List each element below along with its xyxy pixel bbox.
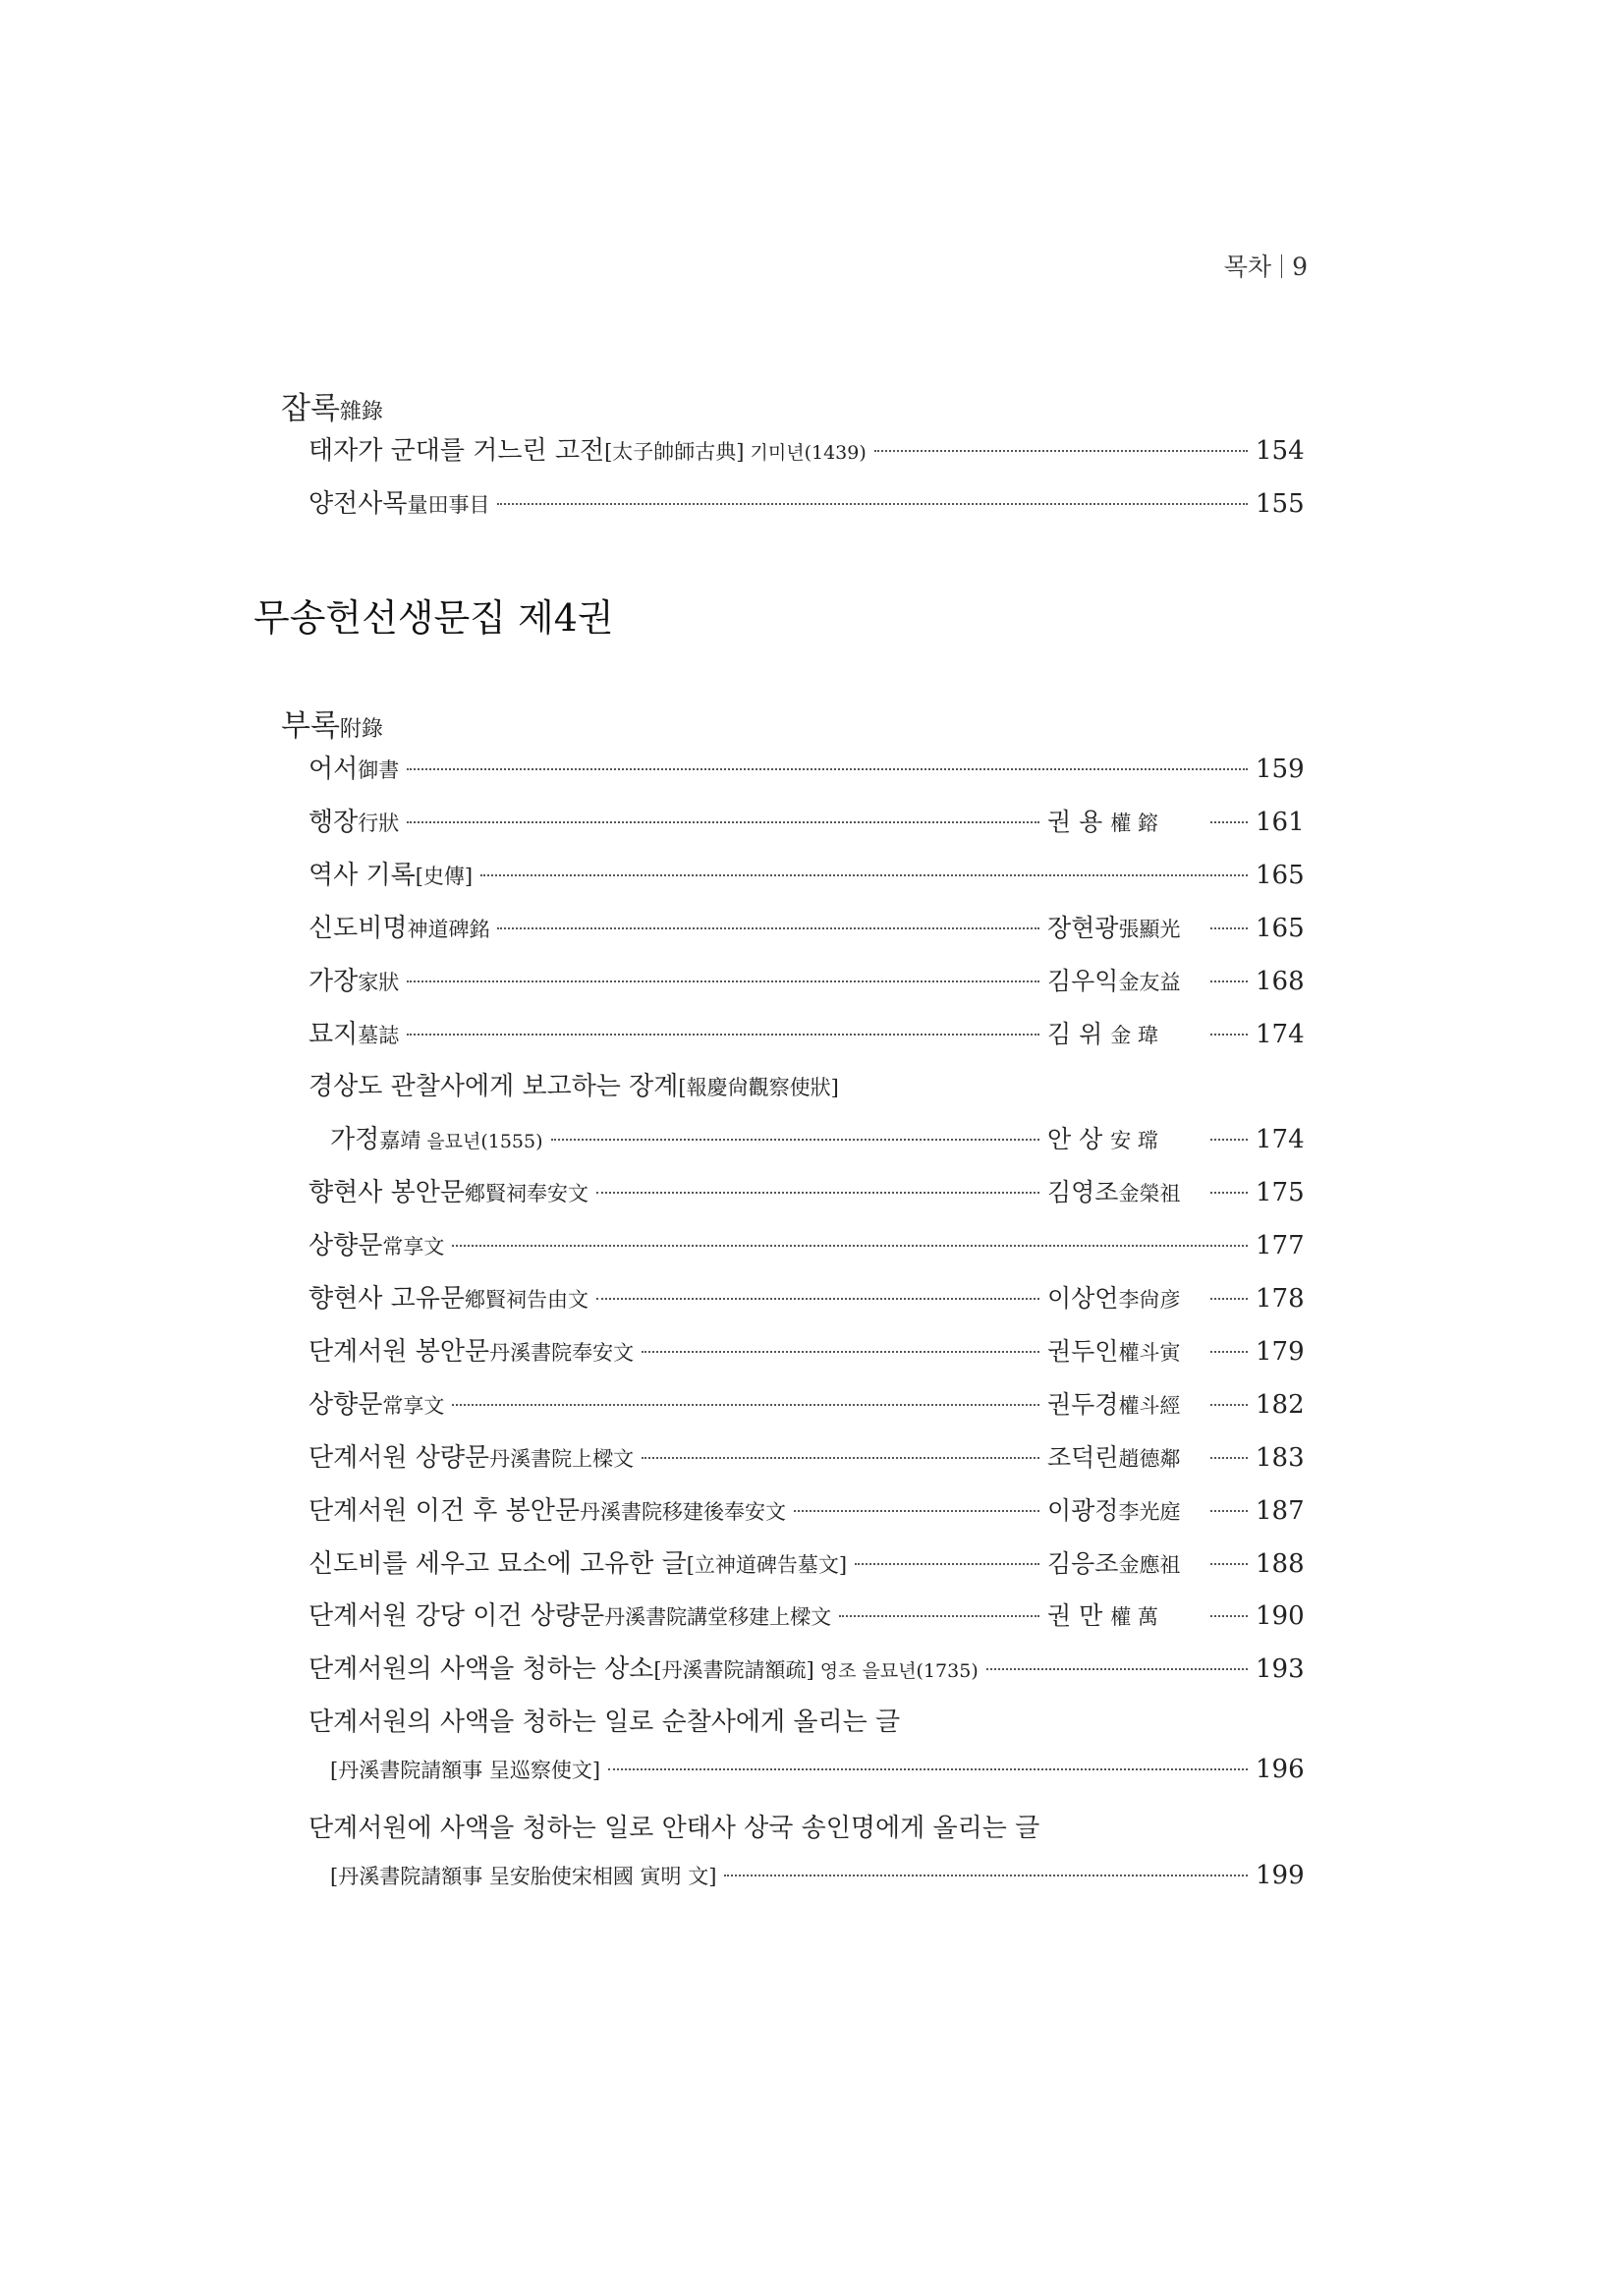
toc-entry	[308, 1543, 1303, 1583]
toc-entry	[308, 1384, 1303, 1424]
toc-entry-author-hanja: 李光庭	[1118, 1499, 1181, 1524]
toc-entry-author	[1047, 803, 1206, 838]
dot-leader	[1210, 1298, 1248, 1300]
toc-entry-author	[1047, 1279, 1206, 1315]
toc-entry-page: 193	[1256, 1654, 1305, 1685]
toc-entry-title-korean: 가정	[330, 1125, 380, 1155]
dot-leader	[794, 1510, 1039, 1512]
dot-leader	[1210, 1563, 1248, 1565]
toc-entry-author	[1047, 909, 1206, 944]
dot-leader	[1210, 1404, 1248, 1406]
toc-entry-title	[308, 1278, 588, 1315]
toc-entry-author-hanja: 權 鎔	[1110, 811, 1158, 835]
dot-leader	[1210, 1351, 1248, 1353]
toc-entry-author	[1047, 962, 1206, 997]
toc-entry-title-hanja: 量田事目	[407, 493, 490, 517]
dot-leader	[724, 1875, 1248, 1876]
section-heading-burok	[281, 700, 383, 745]
toc-entry-author	[1047, 1544, 1206, 1580]
toc-entry-title-korean: 행장	[308, 807, 359, 837]
toc-entry-title-korean: 묘지	[308, 1019, 359, 1049]
toc-entry-title	[308, 1808, 1039, 1844]
toc-entry-title-hanja: 行狀	[358, 811, 400, 835]
toc-entry	[330, 1755, 1303, 1794]
toc-entry	[308, 483, 1303, 523]
toc-entry-title	[308, 430, 867, 467]
toc-entry-title	[308, 1172, 588, 1208]
toc-entry-author-korean: 장현광	[1047, 913, 1119, 942]
toc-entry-page: 165	[1256, 860, 1305, 890]
toc-entry-page: 190	[1256, 1601, 1305, 1632]
toc-entry-title-korean: 상향문	[308, 1231, 383, 1261]
toc-entry-title-korean: 향현사 고유문	[308, 1284, 465, 1314]
running-head	[1224, 248, 1308, 283]
toc-entry-title	[308, 802, 399, 838]
toc-entry-title-korean: 단계서원 이건 후 봉안문	[308, 1495, 580, 1526]
toc-entry	[308, 1278, 1303, 1317]
toc-entry-page: 182	[1256, 1389, 1305, 1420]
toc-entry-title-hanja: 常享文	[382, 1235, 445, 1260]
dot-leader	[452, 1245, 1248, 1247]
toc-entry	[308, 908, 1303, 947]
toc-entry-title-hanja: 御書	[358, 758, 400, 782]
toc-entry-title-korean: 향현사 봉안문	[308, 1178, 465, 1208]
toc-entry-page: 174	[1256, 1019, 1305, 1049]
toc-entry-title	[308, 1225, 444, 1261]
toc-entry	[308, 1808, 1303, 1847]
toc-entry-title	[308, 1649, 979, 1685]
dot-leader	[1210, 821, 1248, 823]
toc-entry-title-korean: 경상도 관찰사에게 보고하는 장계	[308, 1072, 679, 1102]
toc-entry	[308, 855, 1303, 894]
section-heading-japrok	[281, 383, 383, 427]
toc-entry-page: 187	[1256, 1495, 1305, 1526]
toc-entry-title-hanja: 丹溪書院奉安文	[489, 1340, 635, 1365]
toc-entry-author-korean: 권 만	[1047, 1601, 1111, 1631]
dot-leader	[452, 1404, 1039, 1406]
page-number: 9	[1292, 252, 1308, 281]
toc-entry-title-hanja: [丹溪書院請額疏]	[653, 1658, 814, 1683]
toc-entry	[308, 961, 1303, 1000]
toc-entry-author	[1047, 1173, 1206, 1208]
dot-leader	[1210, 1510, 1248, 1512]
toc-entry-author	[1047, 1438, 1206, 1474]
toc-entry-title-hanja: 丹溪書院上樑文	[489, 1446, 635, 1471]
toc-entry-title	[308, 1014, 399, 1050]
toc-entry-title	[308, 1437, 634, 1474]
toc-entry-page: 174	[1256, 1125, 1305, 1155]
dot-leader	[1210, 927, 1248, 929]
toc-entry-title	[308, 1702, 900, 1738]
toc-entry-page: 199	[1256, 1860, 1305, 1890]
dot-leader	[642, 1351, 1039, 1353]
toc-entry-title-hanja: [丹溪書院請額事 呈安胎使宋相國 寅明 文]	[330, 1864, 717, 1888]
toc-entry-title	[308, 1490, 786, 1527]
toc-entry-title-hanja: [丹溪書院請額事 呈巡察使文]	[330, 1759, 601, 1783]
toc-entry-author-hanja: 安 瑺	[1110, 1129, 1158, 1153]
toc-entry-page: 188	[1256, 1548, 1305, 1579]
dot-leader	[407, 768, 1248, 770]
toc-entry	[308, 1702, 1303, 1741]
dot-leader	[407, 1034, 1039, 1036]
toc-entry	[330, 1119, 1303, 1158]
dot-leader	[855, 1563, 1039, 1565]
toc-entry-title	[308, 749, 399, 785]
running-head-divider	[1281, 254, 1282, 278]
dot-leader	[1210, 1457, 1248, 1459]
toc-entry-title-hanja: 丹溪書院講堂移建上樑文	[604, 1605, 832, 1630]
toc-entry-page: 177	[1256, 1231, 1305, 1261]
toc-entry-author-korean: 권두인	[1047, 1336, 1119, 1366]
toc-entry-page: 161	[1256, 807, 1305, 837]
dot-leader	[1210, 1615, 1248, 1617]
toc-entry	[308, 1331, 1303, 1371]
toc-entry-title-korean: 단계서원의 사액을 청하는 일로 순찰사에게 올리는 글	[308, 1708, 901, 1738]
toc-entry-page: 183	[1256, 1442, 1305, 1473]
toc-entry-author-korean: 김응조	[1047, 1548, 1119, 1578]
toc-entry-page: 155	[1256, 489, 1305, 519]
toc-entry-author	[1047, 1385, 1206, 1421]
toc-entry-title-hanja: 墓誌	[358, 1023, 400, 1047]
toc-entry-page: 178	[1256, 1284, 1305, 1314]
dot-leader	[642, 1457, 1039, 1459]
toc-entry-title-hanja: 神道碑銘	[407, 917, 490, 941]
toc-entry-author-hanja: 金榮祖	[1118, 1182, 1181, 1206]
toc-entry	[308, 1596, 1303, 1635]
toc-entry-author	[1047, 1491, 1206, 1527]
toc-entry-author-korean: 권 용	[1047, 807, 1111, 836]
toc-entry-title-korean: 단계서원 봉안문	[308, 1336, 490, 1367]
running-head-section: 목차	[1223, 252, 1272, 281]
toc-entry	[308, 802, 1303, 841]
toc-entry-author-hanja: 金友益	[1118, 970, 1181, 994]
toc-entry-title	[308, 908, 489, 944]
toc-entry-title-korean: 상향문	[308, 1389, 383, 1420]
dot-leader	[874, 450, 1248, 452]
section-heading-label: 부록	[281, 708, 340, 744]
toc-entry-title-hanja: 鄕賢祠奉安文	[464, 1182, 588, 1206]
dot-leader	[407, 821, 1039, 823]
toc-entry-title-korean: 신도비를 세우고 묘소에 고유한 글	[308, 1548, 687, 1579]
toc-entry-author-hanja: 權 萬	[1110, 1605, 1158, 1630]
dot-leader	[608, 1768, 1248, 1770]
toc-entry-author-korean: 김영조	[1047, 1178, 1119, 1207]
toc-entry-title-hanja: [報慶尙觀察使狀]	[678, 1076, 839, 1100]
toc-entry-author-korean: 김우익	[1047, 966, 1119, 995]
dot-leader	[1210, 980, 1248, 982]
toc-entry-author	[1047, 1015, 1206, 1050]
dot-leader	[1210, 1192, 1248, 1194]
toc-entry-author-hanja: 金 瑋	[1110, 1023, 1158, 1047]
toc-entry-title-korean: 단계서원에 사액을 청하는 일로 안태사 상국 송인명에게 올리는 글	[308, 1814, 1040, 1843]
toc-entry-note: 을묘년(1555)	[420, 1131, 543, 1153]
toc-entry-author-korean: 이광정	[1047, 1495, 1119, 1525]
toc-entry-author-korean: 이상언	[1047, 1284, 1119, 1313]
toc-entry-page: 165	[1256, 913, 1305, 943]
toc-entry-title	[330, 1861, 716, 1890]
toc-entry	[308, 1014, 1303, 1053]
toc-entry-author-hanja: 權斗經	[1118, 1393, 1181, 1418]
toc-entry-title	[308, 1331, 634, 1368]
toc-entry	[308, 430, 1303, 470]
toc-entry-author	[1047, 1596, 1206, 1632]
dot-leader	[480, 874, 1248, 876]
toc-entry-page: 159	[1256, 755, 1305, 784]
toc-entry-title-korean: 양전사목	[308, 489, 408, 519]
toc-entry	[308, 1437, 1303, 1477]
toc-entry-title-hanja: [太子帥師古典]	[604, 440, 745, 464]
toc-entry	[308, 1066, 1303, 1105]
toc-entry-title-hanja: 嘉靖	[379, 1129, 421, 1153]
toc-entry	[330, 1861, 1303, 1900]
toc-entry-title	[308, 483, 489, 520]
toc-entry-title	[308, 1543, 847, 1580]
toc-entry-title	[330, 1755, 600, 1784]
dot-leader	[497, 503, 1248, 505]
toc-entry-title-hanja: 常享文	[382, 1393, 445, 1418]
toc-entry-author-korean: 안 상	[1047, 1125, 1111, 1154]
section-heading-hanja: 雜錄	[339, 400, 383, 424]
toc-entry	[308, 1490, 1303, 1530]
toc-entry-title-korean: 역사 기록	[308, 860, 416, 890]
toc-entry-title	[330, 1119, 543, 1155]
toc-entry-page: 179	[1256, 1336, 1305, 1367]
toc-entry-title-korean: 태자가 군대를 거느린 고전	[308, 436, 605, 466]
toc-entry-title	[308, 1384, 444, 1421]
toc-entry-title	[308, 961, 399, 997]
dot-leader	[551, 1139, 1039, 1141]
toc-entry-author-korean: 김 위	[1047, 1019, 1111, 1048]
section-heading-label: 잡록	[281, 391, 340, 426]
dot-leader	[407, 980, 1039, 982]
section-heading-hanja: 附錄	[339, 717, 383, 742]
dot-leader	[596, 1192, 1039, 1194]
toc-entry-note: 영조 을묘년(1735)	[813, 1660, 979, 1683]
toc-entry-title-korean: 단계서원 상량문	[308, 1442, 490, 1473]
dot-leader	[1210, 1139, 1248, 1141]
toc-entry	[308, 1172, 1303, 1211]
toc-entry	[308, 749, 1303, 788]
dot-leader	[596, 1298, 1039, 1300]
toc-entry-author	[1047, 1120, 1206, 1155]
toc-entry-author-hanja: 金應祖	[1118, 1552, 1181, 1577]
toc-entry-title-korean: 단계서원의 사액을 청하는 상소	[308, 1654, 654, 1685]
toc-entry-title-korean: 어서	[308, 755, 359, 784]
volume-title: 무송헌선생문집 제4권	[253, 596, 614, 640]
toc-entry-title-hanja: 丹溪書院移建後奉安文	[579, 1499, 786, 1524]
toc-entry-author	[1047, 1332, 1206, 1368]
toc-entry-title-hanja: [立神道碑告墓文]	[686, 1552, 848, 1577]
toc-entry	[308, 1649, 1303, 1688]
toc-entry-title-hanja: 家狀	[358, 970, 400, 994]
toc-entry-author-hanja: 張顯光	[1118, 917, 1181, 941]
toc-entry-author-hanja: 李尙彦	[1118, 1288, 1181, 1312]
toc-entry-page: 168	[1256, 966, 1305, 996]
dot-leader	[1210, 1034, 1248, 1036]
toc-entry-page: 154	[1256, 436, 1305, 466]
toc-entry-author-korean: 권두경	[1047, 1389, 1119, 1419]
dot-leader	[839, 1615, 1039, 1617]
toc-entry-page: 196	[1256, 1755, 1305, 1785]
toc-entry-title	[308, 1066, 839, 1102]
toc-entry-title	[308, 1596, 831, 1632]
toc-entry-page: 175	[1256, 1178, 1305, 1208]
toc-entry-title-hanja: [史傳]	[415, 864, 474, 888]
toc-entry-title-hanja: 鄕賢祠告由文	[464, 1288, 588, 1312]
toc-entry-title-korean: 신도비명	[308, 913, 408, 943]
toc-entry-title	[308, 855, 473, 891]
toc-entry-author-hanja: 權斗寅	[1118, 1340, 1181, 1365]
dot-leader	[986, 1668, 1248, 1670]
toc-entry	[308, 1225, 1303, 1264]
toc-entry-title-korean: 단계서원 강당 이건 상량문	[308, 1601, 605, 1632]
toc-entry-note: 기미년(1439)	[744, 442, 867, 464]
toc-entry-author-hanja: 趙德鄰	[1118, 1446, 1181, 1471]
toc-entry-author-korean: 조덕린	[1047, 1442, 1119, 1472]
dot-leader	[497, 927, 1039, 929]
toc-entry-title-korean: 가장	[308, 966, 359, 996]
